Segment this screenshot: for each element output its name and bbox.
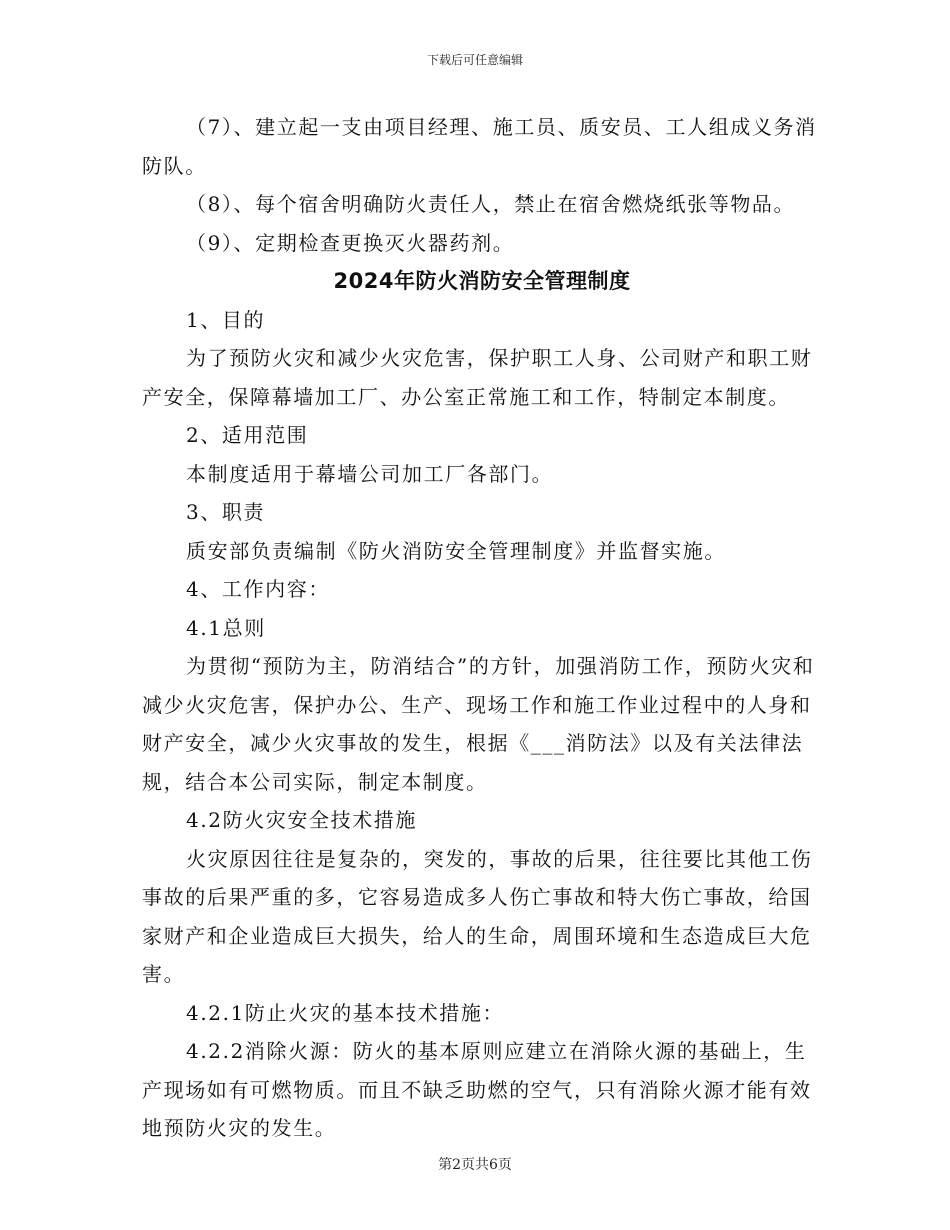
section-heading-basic-measures: 4.2.1防止火灾的基本技术措施： — [186, 1000, 505, 1025]
paragraph-purpose: 为了预防火灾和减少火灾危害，保护职工人身、公司财产和职工财产安全，保障幕墙加工厂、办公室正常施工和工作，特制定本制度。 — [142, 346, 813, 409]
page-footer: 第2页共6页 — [438, 1157, 512, 1173]
paragraph-item-8: （8）、每个宿舍明确防火责任人，禁止在宿舍燃烧纸张等物品。 — [186, 192, 796, 216]
paragraph-eliminate-fire-source: 4.2.2消除火源：防火的基本原则应建立在消除火源的基础上，生产现场如有可燃物质。而且不缺乏助燃的空气，只有消除火源才能有效地预防火灾的发生。 — [142, 1039, 812, 1140]
section-heading-fire-measures: 4.2防火灾安全技术措施 — [186, 808, 418, 832]
section-heading-purpose: 1、目的 — [186, 307, 266, 332]
document-body — [142, 108, 822, 1148]
paragraph-scope: 本制度适用于幕墙公司加工厂各部门。 — [186, 461, 554, 486]
section-heading-general: 4.1总则 — [186, 615, 266, 640]
paragraph-general: 为贯彻“预防为主，防消结合”的方针，加强消防工作，预防火灾和减少火灾危害，保护办公、生产、现场工作和施工作业过程中的人身和财产安全，减少火灾事故的发生，根据《___消防法》以及有关法律法规，结合本公司实际，制定本制度。 — [142, 654, 815, 794]
page-header: 下载后可任意编辑 — [426, 53, 523, 67]
paragraph-item-9: （9）、定期检查更换灭火器药剂。 — [186, 230, 515, 255]
section-heading-scope: 2、适用范围 — [186, 423, 309, 447]
section-heading-responsibility: 3、职责 — [186, 500, 266, 524]
paragraph-responsibility: 质安部负责编制《防火消防安全管理制度》并监督实施。 — [186, 538, 726, 563]
section-heading-work-content: 4、工作内容： — [186, 577, 330, 601]
paragraph-item-7: （7）、建立起一支由项目经理、施工员、质安员、工人组成义务消防队。 — [142, 115, 817, 178]
paragraph-fire-causes: 火灾原因往往是复杂的，突发的，事故的后果，往往要比其他工伤事故的后果严重的多，它容易造成多人伤亡事故和特大伤亡事故，给国家财产和企业造成巨大损失，给人的生命，周围环境和生态造成巨大危害。 — [142, 846, 813, 986]
document-title: 2024年防火消防安全管理制度 — [333, 269, 631, 293]
